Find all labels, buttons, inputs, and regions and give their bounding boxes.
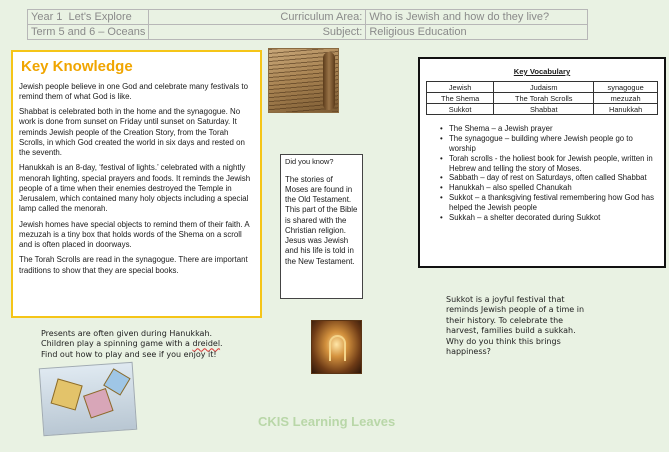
sukkot-note: Sukkot is a joyful festival that reminds Jewish people of a time in their history. To celebrate the harvest, families build a sukkah. Why do you think this brings happiness? [446, 295, 585, 356]
kk-paragraph-torah: The Torah Scrolls are read in the synagogue. There are important traditions to show that they are special books. [19, 255, 248, 275]
list-item: • Hanukkah – also spelled Chanukah [440, 183, 658, 193]
ark-arch [329, 335, 346, 361]
note-line: Presents are often given during Hanukkah. [41, 329, 213, 338]
vocab-cell: Shabbat [494, 104, 594, 115]
scroll-roll [323, 52, 335, 110]
hanukkah-note [41, 329, 251, 360]
did-you-know-text: The stories of Moses are found in the Old Testament. This part of the Bible is shared with the Christian religion. Jesus was Jewish and his life is told in the New Testament. [285, 174, 358, 266]
subject-value: Religious Education [366, 25, 588, 40]
key-knowledge-box [11, 50, 262, 318]
did-you-know-box [280, 154, 363, 299]
vocab-cell: Judaism [494, 82, 594, 93]
list-item: • The Shema – a Jewish prayer [440, 124, 658, 134]
subject-label: Subject: [149, 25, 366, 40]
vocab-cell: Sukkot [427, 104, 494, 115]
vocab-cell: mezuzah [594, 93, 658, 104]
note-line: Find out how to play and see if you enjoy it! [41, 349, 217, 359]
torah-scroll-photo [268, 48, 339, 113]
list-item: • Sukkot – a thanksgiving festival remembering how God has helped the Jewish people [440, 193, 658, 213]
list-item: • Sukkah – a shelter decorated during Sukkot [440, 213, 658, 223]
header-table [27, 9, 588, 40]
dreidel-word: dreidel [192, 339, 221, 349]
list-item: • The synagogue – building where Jewish people go to worship [440, 134, 658, 154]
vocab-cell: The Shema [427, 93, 494, 104]
vocab-cell: synagogue [594, 82, 658, 93]
list-item: • Torah scrolls - the holiest book for Jewish people, written in Hebrew and telling the story of Moses. [440, 154, 658, 174]
vocab-cell: The Torah Scrolls [494, 93, 594, 104]
term-cell: Term 5 and 6 – Oceans [28, 25, 149, 40]
vocabulary-table [426, 81, 658, 115]
kk-paragraph-beliefs: Jewish people believe in one God and celebrate many festivals to remind them of what God is like. [19, 81, 248, 101]
kk-paragraph-hanukkah: Hanukkah is an 8-day, ‘festival of lights.’ celebrated with a nightly menorah lighting, special prayers and foods. It reminds the Jewish people of a time when their enemies destroyed the Temple in Jerusalem, which contained many holy objects including a special lamp called the menorah. [19, 163, 251, 214]
curriculum-value: Who is Jewish and how do they live? [366, 10, 588, 25]
dreidel-cube [83, 388, 114, 419]
key-knowledge-title: Key Knowledge [21, 58, 133, 75]
kk-paragraph-shabbat: Shabbat is celebrated both in the home and the synagogue. No work is done from sunset on Friday until sunset on Saturday. It reminds Jewish people of the Creation Story, from the Torah Scrolls, in which God created the world in six days and rested on the seventh. [19, 107, 245, 158]
did-you-know-title: Did you know? [285, 157, 334, 166]
curriculum-label: Curriculum Area: [149, 10, 366, 25]
note-line: Children play a spinning game with a dreidel. [41, 339, 223, 349]
list-item: • Sabbath – day of rest on Saturdays, often called Shabbat [440, 173, 658, 183]
footer-watermark: CKIS Learning Leaves [258, 414, 396, 429]
dreidel-photo [39, 362, 138, 436]
table-row [427, 82, 658, 93]
table-row [427, 104, 658, 115]
table-row [427, 93, 658, 104]
dreidel-cube [51, 378, 83, 410]
vocab-cell: Hanukkah [594, 104, 658, 115]
synagogue-photo [311, 320, 362, 374]
kk-paragraph-homes: Jewish homes have special objects to remind them of their faith. A mezuzah is a tiny box that holds words of the Shema on a scroll and is often placed in doorways. [19, 219, 250, 250]
definition-list [426, 124, 658, 223]
vocab-cell: Jewish [427, 82, 494, 93]
vocabulary-title: Key Vocabulary [513, 67, 571, 76]
year-cell: Year 1 Let's Explore [28, 10, 149, 25]
vocabulary-box [418, 57, 666, 268]
